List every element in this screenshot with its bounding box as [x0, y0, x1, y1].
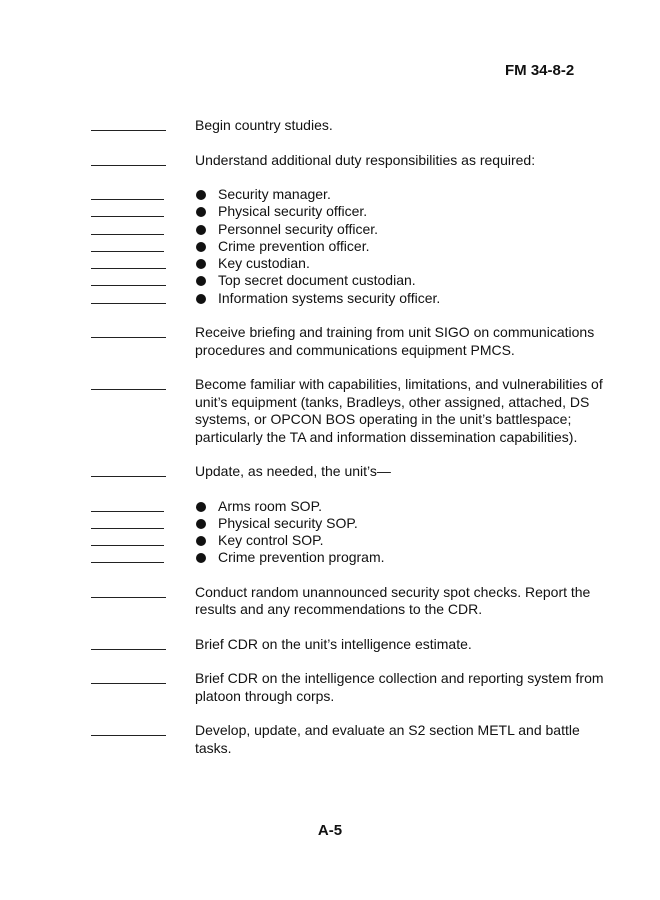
checklist-item-text: Receive briefing and training from unit SIGO on communications procedures and communications equipment PMCS.: [195, 324, 595, 358]
checklist-item: [0, 152, 660, 170]
checkoff-blank: [91, 562, 164, 563]
checkoff-blank: [91, 476, 166, 477]
bullet-item: [0, 290, 660, 307]
checklist-item: [0, 324, 660, 359]
checklist-item-text: Begin country studies.: [195, 117, 333, 133]
checkoff-blank: [91, 251, 164, 252]
checklist-item-text: Understand additional duty responsibilities as required:: [195, 151, 536, 168]
checklist-item-text: Brief CDR on the unit’s intelligence estimate.: [195, 635, 472, 652]
bullet-text: Key control SOP.: [218, 532, 324, 549]
bullet-item: [0, 498, 660, 515]
checkoff-blank: [91, 337, 166, 338]
bullet-item: [0, 186, 660, 203]
bullet-icon: [196, 294, 206, 304]
checkoff-blank: [91, 649, 166, 650]
bullet-item: [0, 549, 660, 566]
checklist-item: [0, 117, 660, 135]
checklist-item-text: Update, as needed, the unit’s—: [195, 463, 391, 480]
checklist-item-text: Become familiar with capabilities, limitations, and vulnerabilities of unit’s equipment (tanks, Bradleys, other assigned, attached, DS systems, or OPCON BOS operating in the unit’s battlespace; particularly the TA and information dissemination capabilities).: [195, 376, 603, 445]
checklist-item: [0, 584, 660, 619]
bullet-text: Security manager.: [218, 186, 331, 202]
checklist-item: [0, 722, 660, 757]
bullet-icon: [196, 502, 206, 512]
checkoff-blank: [91, 165, 166, 166]
bullet-item: [0, 255, 660, 272]
bullet-item: [0, 515, 660, 532]
checkoff-blank: [91, 511, 164, 512]
checklist-item: [0, 670, 660, 705]
checklist-item: [0, 463, 660, 481]
duty-list: [0, 186, 660, 307]
checklist-item-text: Conduct random unannounced security spot checks. Report the results and any recommendations to the CDR.: [195, 583, 591, 618]
bullet-item: [0, 203, 660, 220]
checkoff-blank: [91, 528, 164, 529]
bullet-icon: [196, 259, 206, 269]
checkoff-blank: [91, 683, 166, 684]
checkoff-blank: [91, 199, 164, 200]
bullet-icon: [196, 190, 206, 200]
bullet-text: Key custodian.: [218, 255, 310, 272]
page-number: A-5: [317, 822, 343, 839]
checklist-item: [0, 636, 660, 654]
bullet-icon: [196, 207, 206, 217]
checkoff-blank: [91, 285, 166, 286]
checkoff-blank: [91, 216, 164, 217]
bullet-text: Arms room SOP.: [218, 497, 322, 514]
checkoff-blank: [91, 268, 166, 269]
bullet-icon: [196, 536, 206, 546]
checkoff-blank: [91, 597, 166, 598]
bullet-icon: [196, 519, 206, 529]
bullet-icon: [196, 242, 206, 252]
bullet-item: [0, 221, 660, 238]
checkoff-blank: [91, 545, 164, 546]
bullet-text: Personnel security officer.: [218, 220, 379, 237]
bullet-text: Crime prevention officer.: [218, 237, 370, 254]
bullet-item: [0, 238, 660, 255]
checklist-item: [0, 376, 660, 446]
bullet-item: [0, 272, 660, 289]
bullet-item: [0, 532, 660, 549]
bullet-text: Physical security SOP.: [218, 514, 358, 531]
checklist-item-text: Develop, update, and evaluate an S2 section METL and battle tasks.: [195, 722, 580, 756]
sop-list: [0, 498, 660, 567]
checklist-item-text: Brief CDR on the intelligence collection and reporting system from platoon through corps.: [195, 670, 604, 704]
checklist: [0, 117, 660, 774]
bullet-icon: [196, 553, 206, 563]
bullet-text: Crime prevention program.: [218, 549, 385, 566]
bullet-text: Top secret document custodian.: [218, 272, 416, 289]
checkoff-blank: [91, 130, 166, 131]
checkoff-blank: [91, 389, 166, 390]
bullet-icon: [196, 225, 206, 235]
bullet-icon: [196, 276, 206, 286]
checkoff-blank: [91, 735, 166, 736]
checkoff-blank: [91, 234, 164, 235]
bullet-text: Physical security officer.: [218, 203, 368, 220]
checkoff-blank: [91, 303, 166, 304]
bullet-text: Information systems security officer.: [218, 289, 441, 306]
document-id-header: FM 34-8-2: [505, 62, 575, 79]
